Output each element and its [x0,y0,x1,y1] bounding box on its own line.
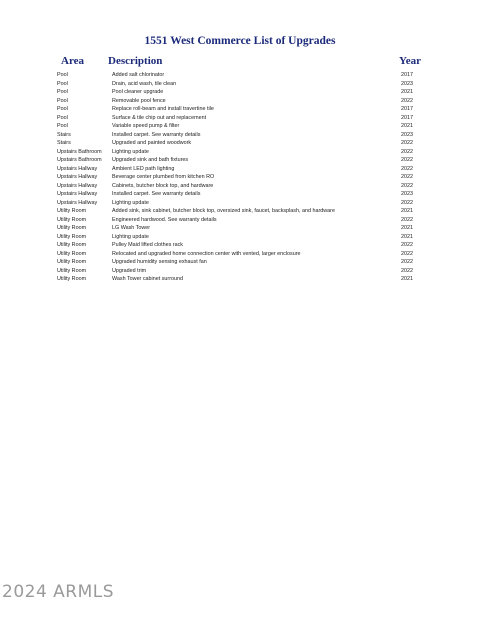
year-cell: 2023 [401,80,413,87]
area-cell: Utility Room [57,233,87,240]
description-cell: Installed carpet. See warranty details [112,131,201,138]
watermark: 2024 ARMLS [2,582,115,602]
upgrades-table [0,71,480,284]
area-cell: Utility Room [57,242,87,248]
description-cell: Wash Tower cabinet surround [112,276,184,282]
area-cell: Utility Room [57,250,87,257]
area-cell: Upstairs Hallway [57,191,98,197]
year-cell: 2022 [401,165,413,172]
table-row [0,207,480,216]
description-cell: Lighting update [112,199,149,206]
table-row [0,267,480,276]
table-row [0,165,480,174]
description-cell: Surface & tile chip out and replacement [112,114,207,121]
year-cell: 2021 [401,225,413,231]
description-cell: Added salt chlorinator [112,72,165,78]
page-title: 1551 West Commerce List of Upgrades [144,35,336,47]
description-cell: Engineered hardwood. See warranty details [112,216,217,223]
header-area: Area [61,55,85,67]
table-row [0,131,480,140]
area-cell: Pool [57,89,68,95]
table-row [0,114,480,123]
area-cell: Utility Room [57,225,87,231]
year-cell: 2022 [401,259,413,265]
table-row [0,139,480,148]
table-row [0,199,480,208]
description-cell: Upgraded humidity sensing exhaust fan [112,259,207,265]
area-cell: Utility Room [57,276,87,282]
table-row [0,250,480,259]
area-cell: Stairs [57,131,71,138]
table-row [0,216,480,225]
year-cell: 2021 [401,276,413,282]
description-cell: Drain, acid wash, tile clean [112,80,177,87]
description-cell: Relocated and upgraded home connection center with vented, larger enclosure [112,250,301,257]
year-cell: 2021 [401,123,413,129]
year-cell: 2022 [401,242,413,248]
area-cell: Pool [57,114,68,121]
area-cell: Upstairs Hallway [57,174,98,180]
table-row [0,88,480,97]
description-cell: Removable pool fence [112,97,166,104]
table-row [0,190,480,199]
description-cell: Cabinets, butcher block top, and hardware [112,182,214,189]
description-cell: Upgraded sink and bath fixtures [112,157,189,163]
area-cell: Utility Room [57,208,87,214]
description-cell: Upgraded and painted woodwork [112,140,192,146]
year-cell: 2017 [401,106,413,112]
table-row [0,97,480,106]
area-cell: Upstairs Hallway [57,199,98,206]
year-cell: 2022 [401,157,413,163]
table-row [0,224,480,233]
year-cell: 2023 [401,191,413,197]
area-cell: Pool [57,72,68,78]
description-cell: Replace roll-beam and install travertine tile [112,106,214,112]
table-row [0,233,480,242]
header-year: Year [399,55,421,67]
year-cell: 2017 [401,72,413,78]
table-row [0,156,480,165]
area-cell: Utility Room [57,259,87,265]
year-cell: 2022 [401,140,413,146]
area-cell: Upstairs Bathroom [57,157,102,163]
table-row [0,173,480,182]
description-cell: Installed carpet. See warranty details [112,191,201,197]
area-cell: Pool [57,80,68,87]
year-cell: 2022 [401,148,413,155]
description-cell: Variable speed pump & filter [112,123,180,129]
description-cell: Lighting update [112,233,149,240]
table-row [0,105,480,114]
table-row [0,275,480,284]
description-cell: Lighting update [112,148,149,155]
area-cell: Upstairs Bathroom [57,148,102,155]
header-description: Description [108,55,163,67]
year-cell: 2022 [401,267,413,274]
year-cell: 2021 [401,208,413,214]
description-cell: Pool cleaner upgrade [112,89,164,95]
area-cell: Upstairs Hallway [57,165,98,172]
table-row [0,241,480,250]
description-cell: Beverage center plumbed from kitchen RO [112,174,215,180]
year-cell: 2021 [401,89,413,95]
table-row [0,71,480,80]
area-cell: Utility Room [57,267,87,274]
year-cell: 2022 [401,174,413,180]
area-cell: Stairs [57,140,71,146]
table-row [0,80,480,89]
year-cell: 2017 [401,114,413,121]
table-row [0,122,480,131]
description-cell: Upgraded trim [112,267,147,274]
area-cell: Pool [57,123,68,129]
area-cell: Utility Room [57,216,87,223]
area-cell: Pool [57,106,68,112]
year-cell: 2022 [401,250,413,257]
year-cell: 2022 [401,182,413,189]
description-cell: Pulley Maid lifted clothes rack [112,242,184,248]
description-cell: LG Wash Tower [112,225,151,231]
year-cell: 2021 [401,233,413,240]
year-cell: 2022 [401,199,413,206]
year-cell: 2022 [401,216,413,223]
table-row [0,258,480,267]
year-cell: 2023 [401,131,413,138]
area-cell: Upstairs Hallway [57,182,98,189]
description-cell: Added sink, sink cabinet, butcher block top, oversized sink, faucet, backsplash, and hardware [112,208,335,214]
description-cell: Ambient LED path lighting [112,165,175,172]
year-cell: 2022 [401,97,413,104]
table-row [0,148,480,157]
area-cell: Pool [57,97,68,104]
table-row [0,182,480,191]
